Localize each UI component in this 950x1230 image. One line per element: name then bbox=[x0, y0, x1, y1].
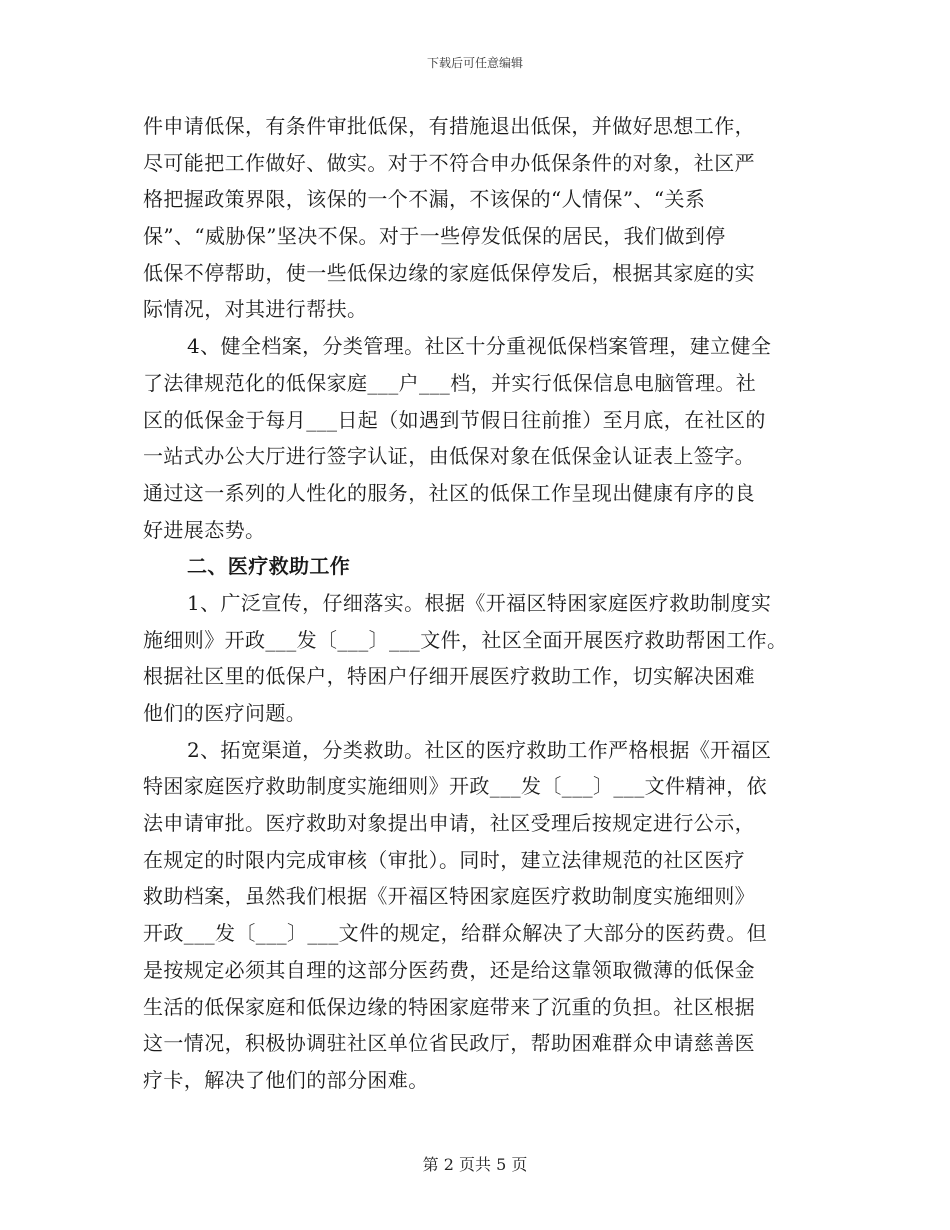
text-line: 疗卡，解决了他们的部分困难。 bbox=[143, 1067, 429, 1092]
text-line: 他们的医疗问题。 bbox=[143, 701, 307, 725]
page-header: 下载后可任意编辑 bbox=[426, 56, 523, 70]
paragraph-low-income-continuation bbox=[143, 108, 813, 328]
text-line: 这一情况，积极协调驻社区单位省民政厅，帮助困难群众申请慈善医 bbox=[143, 1031, 755, 1056]
text-line: 尽可能把工作做好、做实。对于不符合申办低保条件的对象，社区严 bbox=[143, 150, 755, 175]
text-line: 4、健全档案，分类管理。社区十分重视低保档案管理，建立健全 bbox=[187, 334, 772, 359]
text-line: 是按规定必须其自理的这部分医药费，还是给这靠领取微薄的低保金 bbox=[143, 957, 755, 982]
text-line: 开政___发〔___〕___文件的规定，给群众解决了大部分的医药费。但 bbox=[143, 921, 767, 946]
text-line: 一站式办公大厅进行签字认证，由低保对象在低保金认证表上签字。 bbox=[143, 444, 755, 469]
text-line: 件申请低保，有条件审批低保，有措施退出低保，并做好思想工作， bbox=[143, 114, 755, 138]
document-body bbox=[143, 108, 813, 1099]
text-line: 通过这一系列的人性化的服务，社区的低保工作呈现出健康有序的良 bbox=[143, 480, 755, 505]
section-heading-medical-aid bbox=[143, 548, 813, 585]
text-line: 救助档案，虽然我们根据《开福区特困家庭医疗救助制度实施细则》 bbox=[143, 884, 755, 909]
text-line: 法申请审批。医疗救助对象提出申请，社区受理后按规定进行公示， bbox=[143, 811, 755, 836]
text-line: 根据社区里的低保户，特困户仔细开展医疗救助工作，切实解决困难 bbox=[143, 664, 755, 689]
section-heading: 二、医疗救助工作 bbox=[187, 554, 351, 579]
text-line: 施细则》开政___发〔___〕___文件，社区全面开展医疗救助帮困工作。 bbox=[143, 627, 788, 652]
text-line: 1、广泛宣传，仔细落实。根据《开福区特困家庭医疗救助制度实 bbox=[187, 590, 772, 615]
text-line: 际情况，对其进行帮扶。 bbox=[143, 297, 368, 322]
text-line: 保”、“威胁保”坚决不保。对于一些停发低保的居民，我们做到停 bbox=[143, 224, 726, 249]
paragraph-archives bbox=[143, 328, 813, 548]
text-line: 生活的低保家庭和低保边缘的特困家庭带来了沉重的负担。社区根据 bbox=[143, 994, 755, 1019]
text-line: 特困家庭医疗救助制度实施细则》开政___发〔___〕___文件精神，依 bbox=[143, 774, 767, 799]
text-line: 了法律规范化的低保家庭___户___档，并实行低保信息电脑管理。社 bbox=[143, 370, 757, 395]
text-line: 区的低保金于每月___日起（如遇到节假日往前推）至月底，在社区的 bbox=[143, 407, 766, 432]
text-line: 在规定的时限内完成审核（审批）。同时，建立法律规范的社区医疗 bbox=[143, 847, 745, 872]
paragraph-publicity bbox=[143, 585, 813, 732]
text-line: 2、拓宽渠道，分类救助。社区的医疗救助工作严格根据《开福区 bbox=[187, 737, 772, 762]
text-line: 格把握政策界限，该保的一个不漏，不该保的“人情保”、“关系 bbox=[143, 187, 706, 212]
text-line: 好进展态势。 bbox=[143, 517, 266, 542]
page-footer: 第 2 页共 5 页 bbox=[422, 1155, 528, 1174]
paragraph-channels bbox=[143, 732, 813, 1099]
text-line: 低保不停帮助，使一些低保边缘的家庭低保停发后，根据其家庭的实 bbox=[143, 260, 755, 285]
